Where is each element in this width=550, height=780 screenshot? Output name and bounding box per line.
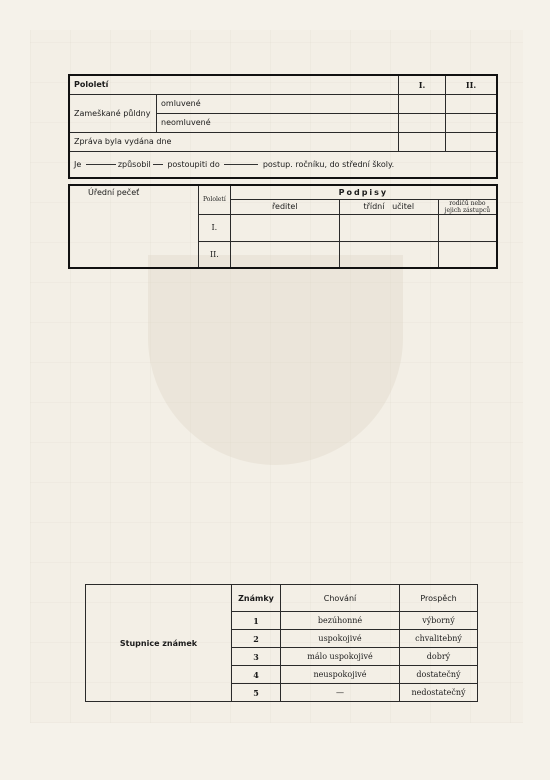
excused-label: omluvené <box>157 94 399 113</box>
seal-label: Úřední pečeť <box>69 185 199 268</box>
grade-number: 2 <box>232 630 281 648</box>
progress-value: nedostatečný <box>400 684 478 702</box>
period-label: Pololetí <box>199 185 231 214</box>
progress-header: Prospěch <box>400 585 478 612</box>
row-i-label: I. <box>199 214 231 241</box>
grade-number: 5 <box>232 684 281 702</box>
class-teacher-label: třídní učitel <box>339 199 438 214</box>
blank-line[interactable] <box>224 164 258 165</box>
header-ii: II. <box>446 75 498 94</box>
unexcused-label: neomluvené <box>157 113 399 132</box>
grade-number: 1 <box>232 612 281 630</box>
signatures-heading: Podpisy <box>230 185 497 199</box>
grade-number: 3 <box>232 648 281 666</box>
excused-i-cell[interactable] <box>399 94 446 113</box>
grades-header: Známky <box>232 585 281 612</box>
blank-line[interactable] <box>153 164 163 165</box>
advancement-sentence <box>69 151 497 178</box>
blank-line[interactable] <box>86 164 116 165</box>
advancement-capable: způsobil <box>117 159 151 169</box>
behavior-value: — <box>281 684 400 702</box>
parents-i-cell[interactable] <box>438 214 497 241</box>
report-table <box>68 74 498 179</box>
row-ii-label: II. <box>199 241 231 268</box>
unexcused-ii-cell[interactable] <box>446 113 498 132</box>
progress-value: chvalitebný <box>400 630 478 648</box>
advancement-rest: postup. ročníku, do střední školy. <box>262 159 395 169</box>
issued-i-cell[interactable] <box>399 132 446 151</box>
header-period: Pololetí <box>69 75 399 94</box>
director-label: ředitel <box>230 199 339 214</box>
behavior-header: Chování <box>281 585 400 612</box>
missed-label: Zameškané půldny <box>69 94 157 132</box>
advancement-je: Je <box>74 159 82 169</box>
parents-ii-cell[interactable] <box>438 241 497 268</box>
issued-label: Zpráva byla vydána dne <box>69 132 399 151</box>
teacher-ii-cell[interactable] <box>339 241 438 268</box>
progress-value: dostatečný <box>400 666 478 684</box>
behavior-value: uspokojivé <box>281 630 400 648</box>
behavior-value: bezúhonné <box>281 612 400 630</box>
signature-table <box>68 184 498 269</box>
progress-value: dobrý <box>400 648 478 666</box>
advancement-to: postoupiti do <box>167 159 220 169</box>
behavior-value: málo uspokojivé <box>281 648 400 666</box>
unexcused-i-cell[interactable] <box>399 113 446 132</box>
director-i-cell[interactable] <box>230 214 339 241</box>
parents-label: rodičů nebo jejich zástupců <box>438 199 497 214</box>
director-ii-cell[interactable] <box>230 241 339 268</box>
progress-value: výborný <box>400 612 478 630</box>
scale-title: Stupnice známek <box>86 585 232 702</box>
excused-ii-cell[interactable] <box>446 94 498 113</box>
grading-scale-table <box>85 584 478 702</box>
grade-number: 4 <box>232 666 281 684</box>
behavior-value: neuspokojivé <box>281 666 400 684</box>
issued-ii-cell[interactable] <box>446 132 498 151</box>
header-i: I. <box>399 75 446 94</box>
teacher-i-cell[interactable] <box>339 214 438 241</box>
